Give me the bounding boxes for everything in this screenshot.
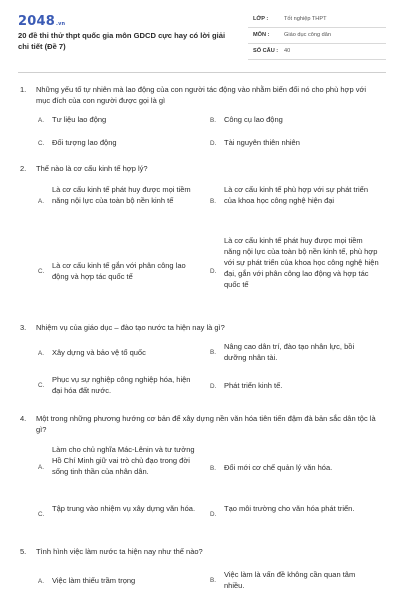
meta-label: MÔN : [253, 32, 270, 38]
question-number: 5. [20, 547, 27, 556]
option-letter: D. [210, 511, 217, 518]
option-letter: D. [210, 383, 217, 390]
option-text: Đổi mới cơ chế quản lý văn hóa. [224, 463, 333, 472]
option-text: Việc làm là vấn đề không cần quan tâm nhiều. [224, 570, 356, 590]
meta-table [248, 12, 386, 60]
question-number: 1. [20, 85, 27, 94]
option-text: Tập trung vào nhiệm vụ xây dựng văn hóa. [52, 504, 196, 513]
option-2b[interactable] [210, 184, 380, 224]
meta-row-class [248, 12, 386, 28]
question-number: 3. [20, 323, 27, 332]
option-letter: B. [210, 198, 216, 205]
option-text: Là cơ cấu kinh tế phát huy được mọi tiềm năng nội lực của toàn bộ nền kinh tế [52, 185, 191, 205]
option-4a[interactable] [38, 444, 206, 492]
option-text: Đối tượng lao động [52, 138, 117, 147]
question-text: Nhiệm vụ của giáo dục – đào tạo nước ta hiện nay là gì? [36, 323, 225, 332]
option-text: Việc làm thiếu trầm trọng [52, 576, 136, 585]
option-text: Làm cho chủ nghĩa Mác-Lênin và tư tưởng Hồ Chí Minh giữ vai trò chủ đạo trong đời sống tinh thần của nhân dân. [52, 445, 195, 476]
document-header [0, 0, 400, 70]
option-text: Công cụ lao động [224, 115, 283, 124]
option-letter: A. [38, 198, 44, 205]
meta-label: SỐ CÂU : [253, 48, 279, 54]
option-letter: D. [210, 140, 217, 147]
option-4c[interactable] [38, 503, 206, 527]
meta-label: LỚP : [253, 16, 269, 22]
meta-row-count [248, 44, 386, 60]
option-text: Tạo môi trường cho văn hóa phát triển. [224, 504, 355, 513]
option-letter: A. [38, 117, 44, 124]
option-text: Phát triển kinh tế. [224, 381, 283, 390]
question-2 [20, 163, 380, 175]
option-text: Là cơ cấu kinh tế phát huy được mọi tiềm năng nội lực của toàn bộ nền kinh tế, phù hợp với sự phát triển của khoa học công nghệ hiện đại, gắn với phân công lao động và hợp tác quốc tế [224, 236, 379, 289]
question-1 [20, 84, 380, 108]
option-letter: D. [210, 268, 217, 275]
question-number: 4. [20, 414, 27, 423]
option-letter: C. [38, 268, 45, 275]
logo-main: 2048 [18, 14, 55, 29]
option-letter: B. [210, 117, 216, 124]
option-text: Tài nguyên thiên nhiên [224, 138, 300, 147]
meta-value: 40 [284, 48, 291, 54]
option-letter: C. [38, 511, 45, 518]
option-text: Xây dựng và bảo vệ tổ quốc [52, 348, 146, 357]
question-text: Những yếu tố tự nhiên mà lao động của con người tác động vào nhằm biến đổi nó cho phù hợp với mục đích của con người được gọi là gì [36, 85, 367, 105]
option-4d[interactable] [210, 503, 382, 527]
option-letter: B. [210, 465, 216, 472]
option-5b[interactable] [210, 569, 382, 593]
header-divider [18, 72, 386, 73]
question-4 [20, 413, 380, 437]
option-text: Là cơ cấu kinh tế gắn với phân công lao động và hợp tác quốc tế [52, 261, 186, 281]
option-2c[interactable] [38, 260, 206, 286]
question-number: 2. [20, 164, 27, 173]
option-letter: B. [210, 349, 216, 356]
meta-value: Tốt nghiệp THPT [284, 16, 327, 22]
question-3 [20, 322, 380, 334]
option-text: Tư liệu lao động [52, 115, 107, 124]
option-letter: C. [38, 382, 45, 389]
option-2d[interactable] [210, 235, 382, 305]
option-text: Là cơ cấu kinh tế phù hợp với sự phát triển của khoa học công nghệ hiện đại [224, 185, 369, 205]
option-letter: B. [210, 577, 216, 584]
logo-suffix: .vn [55, 21, 66, 27]
question-text: Tình hình việc làm nước ta hiện nay như thế nào? [36, 547, 203, 556]
meta-value: Giáo dục công dân [284, 32, 331, 38]
question-text: Thế nào là cơ cấu kinh tế hợp lý? [36, 164, 148, 173]
option-2a[interactable] [38, 184, 206, 224]
option-3c[interactable] [38, 374, 206, 398]
question-5 [20, 546, 380, 558]
option-letter: C. [38, 140, 45, 147]
option-text: Phục vụ sự nghiệp công nghiệp hóa, hiện đại hóa đất nước. [52, 375, 191, 395]
page-title: 20 đề thi thử thpt quốc gia môn GDCD cực hay có lời giải chi tiết (Đề 7) [18, 31, 226, 51]
meta-row-subject [248, 28, 386, 44]
option-letter: A. [38, 464, 44, 471]
question-text: Một trong những phương hướng cơ bản để xây dựng nền văn hóa tiên tiến đậm đà bản sắc dân tộc là gì? [36, 414, 376, 434]
option-letter: A. [38, 350, 44, 357]
option-3b[interactable] [210, 341, 382, 365]
option-text: Nâng cao dân trí, đào tạo nhân lực, bồi dưỡng nhân tài. [224, 342, 355, 362]
option-letter: A. [38, 578, 44, 585]
site-logo[interactable] [18, 14, 65, 29]
